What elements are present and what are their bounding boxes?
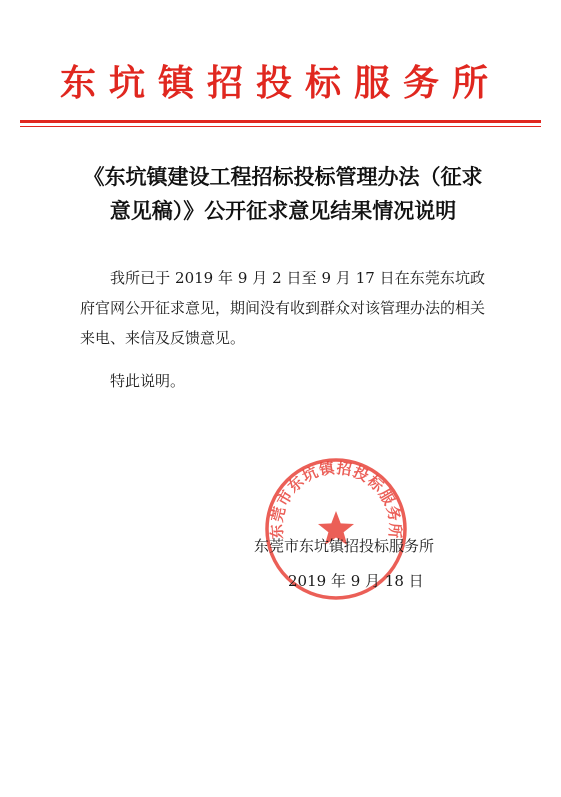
- document-body: [80, 263, 485, 353]
- document-title-line-2: 意见稿）》公开征求意见结果情况说明: [109, 199, 457, 223]
- signature-date: 2019 年 9 月 18 日: [288, 572, 424, 590]
- body-paragraph: 我所已于 2019 年 9 月 2 日至 9 月 17 日在东莞东坑政府官网公开征求意见，期间没有收到群众对该管理办法的相关来电、来信及反馈意见。: [80, 269, 486, 347]
- letterhead-rule-thick: [20, 120, 541, 123]
- document-title-line-1: 《东坑镇建设工程招标投标管理办法（征求: [83, 165, 483, 189]
- letterhead-title: 东坑镇招投标服务所: [59, 63, 501, 104]
- signature-organization: 东莞市东坑镇招投标服务所: [254, 537, 435, 555]
- closing-remark: 特此说明。: [110, 372, 186, 390]
- document-title: [60, 160, 506, 228]
- seal-text: 东莞市东坑镇招投标服务所: [267, 458, 405, 540]
- letterhead-rule-thin: [20, 126, 541, 127]
